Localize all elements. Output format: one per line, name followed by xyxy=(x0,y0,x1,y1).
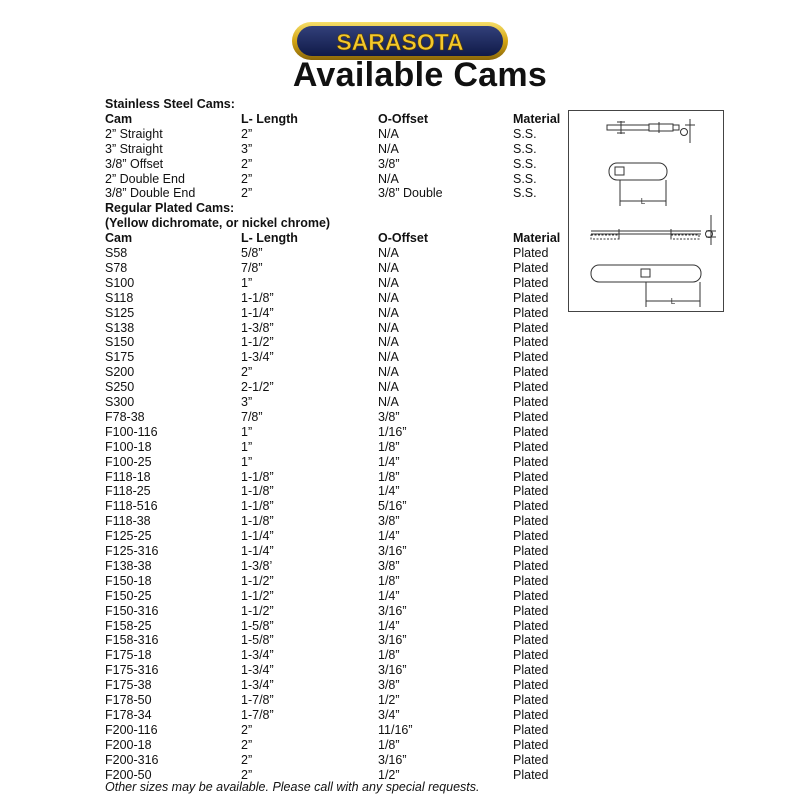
offset-cell: 11/16” xyxy=(378,722,413,737)
cam-cell: 3” Straight xyxy=(105,141,163,156)
cam-cell: F138-38 xyxy=(105,558,152,573)
cam-cell: F100-18 xyxy=(105,439,152,454)
material-cell: Plated xyxy=(513,320,549,335)
offset-cell: N/A xyxy=(378,395,399,409)
cam-cell: F118-25 xyxy=(105,484,151,499)
material-cell: Plated xyxy=(513,558,549,573)
offset-cell: 3/8” xyxy=(378,514,400,529)
offset-cell: 3/16” xyxy=(378,752,407,767)
cam-cell: S250 xyxy=(105,380,135,395)
material-cell: Material xyxy=(513,231,561,246)
material-cell: Plated xyxy=(513,618,549,633)
offset-cell: 1/4” xyxy=(378,618,400,633)
length-cell: 1-1/8” xyxy=(241,514,274,529)
material-cell: Plated xyxy=(513,722,549,737)
offset-cell: 3/8” xyxy=(378,678,400,693)
offset-cell: 3/4” xyxy=(378,707,400,722)
cam-cell: F125-25 xyxy=(105,529,152,544)
material-cell: Plated xyxy=(513,424,549,439)
double-end-cam-top-view xyxy=(591,265,701,307)
cam-cell: 2” Straight xyxy=(105,126,163,141)
length-cell: 1-3/4” xyxy=(241,350,274,365)
length-cell: 1-3/8’ xyxy=(241,558,273,573)
material-cell: Plated xyxy=(513,499,549,514)
length-cell: 1-1/8” xyxy=(241,290,274,305)
cam-diagram xyxy=(568,110,724,312)
length-label-1: L xyxy=(640,197,646,206)
material-cell: Plated xyxy=(513,573,549,588)
material-cell: Plated xyxy=(513,350,549,365)
material-cell: Plated xyxy=(513,305,549,320)
length-cell: 1-3/4” xyxy=(241,663,274,678)
length-cell: 1-1/8” xyxy=(241,499,274,514)
offset-cell: 3/16” xyxy=(378,633,407,648)
length-cell: 1-5/8” xyxy=(241,618,274,633)
cam-cell: F118-38 xyxy=(105,514,151,529)
length-cell: 7/8” xyxy=(241,260,263,275)
material-cell: Plated xyxy=(513,737,549,752)
offset-cell: N/A xyxy=(378,141,399,156)
offset-cell: 1/4” xyxy=(378,454,400,469)
material-cell: Plated xyxy=(513,663,549,678)
material-cell: Plated xyxy=(513,588,549,603)
length-cell: 1” xyxy=(241,275,253,290)
material-cell: Plated xyxy=(513,395,549,409)
length-cell: 1-7/8” xyxy=(241,707,274,722)
page-title: Available Cams xyxy=(292,56,548,94)
length-cell: L- Length xyxy=(241,111,298,126)
length-label-2: L xyxy=(670,297,676,306)
length-cell: 2” xyxy=(241,186,253,201)
cam-cell: F175-38 xyxy=(105,678,152,693)
length-cell: 2” xyxy=(241,126,253,141)
cam-cell: Cam xyxy=(105,231,133,246)
offset-cell: 5/16” xyxy=(378,499,407,514)
cam-cell: F78-38 xyxy=(105,409,145,424)
offset-cell: N/A xyxy=(378,320,399,335)
material-cell: Plated xyxy=(513,529,549,544)
length-cell: 1-1/8” xyxy=(241,469,274,484)
material-cell: Plated xyxy=(513,290,549,305)
material-cell: Plated xyxy=(513,260,549,275)
length-cell: 1-1/2” xyxy=(241,603,274,618)
cam-cell: S200 xyxy=(105,365,135,380)
offset-cell: 3/16” xyxy=(378,603,407,618)
length-cell: 7/8” xyxy=(241,409,263,424)
length-cell: 1-1/2” xyxy=(241,335,274,350)
material-cell: Plated xyxy=(513,275,549,290)
length-cell: 2” xyxy=(241,767,253,782)
cam-cell: F118-516 xyxy=(105,499,158,514)
material-cell: Plated xyxy=(513,409,549,424)
length-cell: 2” xyxy=(241,752,253,767)
cam-cell: S138 xyxy=(105,320,135,335)
cam-cell: F150-316 xyxy=(105,603,159,618)
length-cell: 1-1/2” xyxy=(241,588,274,603)
length-cell: 1” xyxy=(241,454,253,469)
cam-cell: F118-18 xyxy=(105,469,151,484)
length-cell: 2” xyxy=(241,171,253,186)
material-cell: Plated xyxy=(513,693,549,707)
cam-cell: F178-34 xyxy=(105,707,152,722)
length-cell: 2” xyxy=(241,737,253,752)
offset-cell: N/A xyxy=(378,305,399,320)
cam-cell: F175-18 xyxy=(105,648,152,663)
offset-cell: O-Offset xyxy=(378,111,428,126)
straight-cam-top-view xyxy=(609,163,667,206)
offset-cell: N/A xyxy=(378,380,399,395)
length-cell: 3” xyxy=(241,395,253,409)
cam-cell: 3/8” Double End xyxy=(105,186,196,201)
length-cell: 1-1/4” xyxy=(241,544,274,558)
cam-cell: F150-18 xyxy=(105,573,152,588)
cam-cell: S125 xyxy=(105,305,135,320)
offset-cell: 1/8” xyxy=(378,573,400,588)
cam-cell: S100 xyxy=(105,275,135,290)
cam-cell: F200-18 xyxy=(105,737,152,752)
length-cell: 1-1/4” xyxy=(241,529,274,544)
offset-cell: 1/4” xyxy=(378,484,400,499)
offset-cell: 3/16” xyxy=(378,544,407,558)
material-cell: Plated xyxy=(513,365,549,380)
length-cell: 2-1/2” xyxy=(241,380,274,395)
cam-cell: F158-316 xyxy=(105,633,159,648)
material-cell: Plated xyxy=(513,633,549,648)
offset-cell: N/A xyxy=(378,365,399,380)
material-cell: Plated xyxy=(513,514,549,529)
cam-cell: F100-25 xyxy=(105,454,152,469)
length-cell: 1-3/4” xyxy=(241,648,274,663)
cam-cell: F200-116 xyxy=(105,722,158,737)
material-cell: S.S. xyxy=(513,171,537,186)
cam-cell: 3/8” Offset xyxy=(105,156,164,171)
length-cell: 1-1/8” xyxy=(241,484,274,499)
material-cell: Plated xyxy=(513,380,549,395)
length-cell: 1” xyxy=(241,439,253,454)
plated-section-title: Regular Plated Cams: xyxy=(105,201,235,216)
length-cell: 2” xyxy=(241,365,253,380)
offset-cell: N/A xyxy=(378,260,399,275)
offset-cell: 1/4” xyxy=(378,529,400,544)
material-cell: Plated xyxy=(513,454,549,469)
offset-cell: N/A xyxy=(378,335,399,350)
offset-cell: 3/8” xyxy=(378,156,400,171)
material-cell: Plated xyxy=(513,603,549,618)
cam-cell: F178-50 xyxy=(105,693,152,707)
offset-cell: 3/8” xyxy=(378,558,400,573)
cam-cell: F150-25 xyxy=(105,588,152,603)
double-end-cam-side-view xyxy=(591,215,716,245)
length-cell: 2” xyxy=(241,722,253,737)
material-cell: Plated xyxy=(513,246,549,260)
length-cell: 1-1/2” xyxy=(241,573,274,588)
cam-cell: S175 xyxy=(105,350,135,365)
offset-cell: 1/16” xyxy=(378,424,407,439)
offset-cell: 1/2” xyxy=(378,767,400,782)
length-cell: 1” xyxy=(241,424,253,439)
cam-cell: F175-316 xyxy=(105,663,159,678)
offset-cell: 1/8” xyxy=(378,737,400,752)
cam-cell: F125-316 xyxy=(105,544,159,558)
offset-cell: 1/2” xyxy=(378,693,400,707)
material-cell: Plated xyxy=(513,544,549,558)
material-cell: Plated xyxy=(513,707,549,722)
length-cell: 1-3/4” xyxy=(241,678,274,693)
material-cell: Plated xyxy=(513,678,549,693)
offset-cell: N/A xyxy=(378,350,399,365)
offset-cell: 3/16” xyxy=(378,663,407,678)
material-cell: Plated xyxy=(513,469,549,484)
cam-cell: 2” Double End xyxy=(105,171,185,186)
material-cell: Plated xyxy=(513,439,549,454)
cam-cell: Cam xyxy=(105,111,133,126)
footnote: Other sizes may be available. Please call with any special requests. xyxy=(105,780,480,794)
length-cell: L- Length xyxy=(241,231,298,246)
cam-cell: S58 xyxy=(105,246,128,260)
offset-cell: 1/8” xyxy=(378,648,400,663)
cam-cell: S118 xyxy=(105,290,134,305)
straight-cam-side-view xyxy=(607,119,695,143)
stainless-section-title: Stainless Steel Cams: xyxy=(105,97,235,111)
offset-cell: 3/8” Double xyxy=(378,186,443,201)
material-cell: Plated xyxy=(513,752,549,767)
material-cell: Plated xyxy=(513,335,549,350)
material-cell: Plated xyxy=(513,484,549,499)
offset-cell: N/A xyxy=(378,126,399,141)
logo-text: SARASOTA xyxy=(336,29,464,55)
offset-cell: O-Offset xyxy=(378,231,428,246)
material-cell: S.S. xyxy=(513,126,537,141)
offset-cell: 3/8” xyxy=(378,409,400,424)
material-cell: Plated xyxy=(513,767,549,782)
cam-cell: F200-316 xyxy=(105,752,159,767)
length-cell: 1-5/8” xyxy=(241,633,274,648)
cam-cell: S78 xyxy=(105,260,128,275)
plated-section-subtitle: (Yellow dichromate, or nickel chrome) xyxy=(105,216,331,231)
material-cell: Material xyxy=(513,111,561,126)
material-cell: S.S. xyxy=(513,156,537,171)
length-cell: 2” xyxy=(241,156,253,171)
offset-cell: N/A xyxy=(378,275,399,290)
offset-cell: N/A xyxy=(378,290,399,305)
offset-cell: 1/8” xyxy=(378,439,400,454)
offset-cell: N/A xyxy=(378,246,399,260)
material-cell: S.S. xyxy=(513,186,537,201)
cam-cell: S150 xyxy=(105,335,135,350)
cam-cell: F200-50 xyxy=(105,767,152,782)
cam-cell: S300 xyxy=(105,395,135,409)
cam-cell: F100-116 xyxy=(105,424,158,439)
length-cell: 1-1/4” xyxy=(241,305,274,320)
material-cell: Plated xyxy=(513,648,549,663)
length-cell: 3” xyxy=(241,141,253,156)
length-cell: 5/8” xyxy=(241,246,263,260)
material-cell: S.S. xyxy=(513,141,537,156)
offset-cell: 1/4” xyxy=(378,588,400,603)
cam-cell: F158-25 xyxy=(105,618,152,633)
offset-cell: N/A xyxy=(378,171,399,186)
length-cell: 1-3/8” xyxy=(241,320,274,335)
offset-cell: 1/8” xyxy=(378,469,400,484)
length-cell: 1-7/8” xyxy=(241,693,274,707)
